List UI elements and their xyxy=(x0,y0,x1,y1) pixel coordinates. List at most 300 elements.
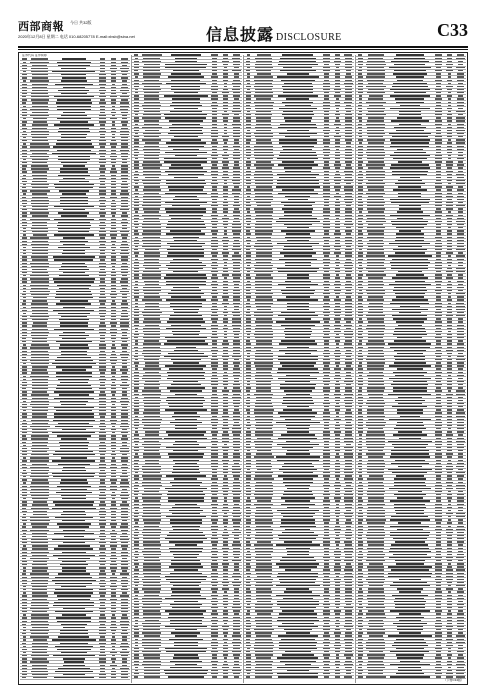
table-cell xyxy=(163,406,209,408)
text-placeholder xyxy=(212,428,217,429)
text-placeholder xyxy=(54,548,93,549)
text-placeholder xyxy=(32,197,48,198)
table-cell xyxy=(51,171,97,173)
text-placeholder xyxy=(211,240,217,241)
text-placeholder xyxy=(175,463,196,464)
table-cell xyxy=(119,498,130,500)
text-placeholder xyxy=(170,482,202,483)
text-placeholder xyxy=(64,536,85,537)
table-cell xyxy=(51,598,97,600)
text-placeholder xyxy=(54,398,93,399)
text-placeholder xyxy=(122,394,128,395)
table-cell xyxy=(51,215,97,217)
text-placeholder xyxy=(121,87,128,88)
text-placeholder xyxy=(32,124,48,125)
text-placeholder xyxy=(100,545,105,546)
text-placeholder xyxy=(134,86,138,87)
table-cell xyxy=(220,412,231,414)
table-cell xyxy=(209,340,220,342)
text-placeholder xyxy=(145,177,159,178)
table-cell xyxy=(119,187,130,189)
text-placeholder xyxy=(121,206,128,207)
text-placeholder xyxy=(30,530,49,531)
text-placeholder xyxy=(135,595,139,596)
table-cell xyxy=(141,368,163,370)
text-placeholder xyxy=(134,108,139,109)
text-placeholder xyxy=(121,545,129,546)
text-placeholder xyxy=(135,328,139,329)
table-cell xyxy=(51,300,97,302)
text-placeholder xyxy=(166,265,206,266)
text-placeholder xyxy=(32,432,48,433)
text-placeholder xyxy=(234,139,239,140)
table-cell xyxy=(163,142,209,144)
table-cell xyxy=(20,360,29,362)
text-placeholder xyxy=(52,639,95,640)
table-cell xyxy=(97,642,108,644)
table-cell xyxy=(209,481,220,483)
table-cell xyxy=(29,451,51,453)
text-placeholder xyxy=(32,536,47,537)
table-cell xyxy=(209,224,220,226)
table-cell xyxy=(108,287,119,289)
text-placeholder xyxy=(52,580,95,581)
table-cell xyxy=(132,569,141,571)
text-placeholder xyxy=(232,255,241,256)
text-placeholder xyxy=(23,401,27,402)
table-cell xyxy=(97,570,108,572)
text-placeholder xyxy=(223,205,228,206)
table-cell xyxy=(29,152,51,154)
text-placeholder xyxy=(233,155,239,156)
table-cell xyxy=(108,89,119,91)
text-placeholder xyxy=(32,592,47,593)
table-cell xyxy=(97,162,108,164)
table-cell xyxy=(97,177,108,179)
text-placeholder xyxy=(233,541,239,542)
text-placeholder xyxy=(32,611,47,612)
table-cell xyxy=(108,290,119,292)
text-placeholder xyxy=(63,658,86,659)
text-placeholder xyxy=(144,397,160,398)
table-cell xyxy=(97,312,108,314)
text-placeholder xyxy=(32,580,48,581)
table-cell xyxy=(51,645,97,647)
text-placeholder xyxy=(122,310,127,311)
text-placeholder xyxy=(212,356,217,357)
table-cell xyxy=(51,582,97,584)
table-cell xyxy=(119,403,130,405)
text-placeholder xyxy=(112,121,116,122)
text-placeholder xyxy=(54,281,95,282)
table-cell xyxy=(119,184,130,186)
table-cell xyxy=(51,102,97,104)
text-placeholder xyxy=(169,532,204,533)
text-placeholder xyxy=(223,117,228,118)
table-cell xyxy=(220,613,231,615)
table-cell xyxy=(141,139,163,141)
text-placeholder xyxy=(143,161,160,162)
text-placeholder xyxy=(166,431,205,432)
text-placeholder xyxy=(111,146,116,147)
table-cell xyxy=(231,500,242,502)
text-placeholder xyxy=(135,124,139,125)
text-placeholder xyxy=(111,62,115,63)
text-placeholder xyxy=(134,230,138,231)
table-cell xyxy=(20,457,29,459)
table-cell xyxy=(209,403,220,405)
table-cell xyxy=(97,633,108,635)
table-cell xyxy=(29,394,51,396)
table-cell xyxy=(163,107,209,109)
text-placeholder xyxy=(211,551,217,552)
text-placeholder xyxy=(166,211,206,212)
table-cell xyxy=(209,101,220,103)
table-cell xyxy=(97,234,108,236)
text-placeholder xyxy=(111,555,116,556)
text-placeholder xyxy=(234,284,240,285)
text-placeholder xyxy=(22,84,27,85)
table-cell xyxy=(20,363,29,365)
text-placeholder xyxy=(234,557,240,558)
text-placeholder xyxy=(166,142,206,143)
text-placeholder xyxy=(23,131,27,132)
text-placeholder xyxy=(173,450,198,451)
table-cell xyxy=(29,582,51,584)
text-placeholder xyxy=(22,329,26,330)
table-cell xyxy=(119,237,130,239)
table-cell xyxy=(20,466,29,468)
text-placeholder xyxy=(100,338,105,339)
table-cell xyxy=(29,143,51,145)
text-placeholder xyxy=(224,133,228,134)
text-placeholder xyxy=(100,184,105,185)
text-placeholder xyxy=(143,535,160,536)
text-placeholder xyxy=(211,620,217,621)
text-placeholder xyxy=(223,613,227,614)
table-cell xyxy=(141,73,163,75)
text-placeholder xyxy=(122,577,128,578)
text-placeholder xyxy=(212,80,218,81)
text-placeholder xyxy=(23,646,27,647)
table-cell xyxy=(51,86,97,88)
text-placeholder xyxy=(32,206,49,207)
table-cell xyxy=(132,343,141,345)
text-placeholder xyxy=(23,206,27,207)
table-cell xyxy=(141,318,163,320)
text-placeholder xyxy=(54,259,93,260)
table-cell xyxy=(163,249,209,251)
text-placeholder xyxy=(233,80,239,81)
table-cell xyxy=(209,217,220,219)
table-cell xyxy=(108,476,119,478)
table-cell xyxy=(51,670,97,672)
text-placeholder xyxy=(134,290,139,291)
text-placeholder xyxy=(134,152,139,153)
table-cell xyxy=(97,545,108,547)
text-placeholder xyxy=(232,428,241,429)
text-placeholder xyxy=(135,281,139,282)
table-cell xyxy=(231,198,242,200)
text-placeholder xyxy=(30,426,50,427)
text-placeholder xyxy=(63,467,86,468)
text-placeholder xyxy=(234,359,239,360)
table-cell xyxy=(132,616,141,618)
table-cell xyxy=(163,129,209,131)
table-cell xyxy=(209,535,220,537)
text-placeholder xyxy=(144,557,159,558)
table-cell xyxy=(97,67,108,69)
text-placeholder xyxy=(166,299,207,300)
text-placeholder xyxy=(100,341,105,342)
text-placeholder xyxy=(99,150,107,151)
text-placeholder xyxy=(167,321,205,322)
text-placeholder xyxy=(111,184,116,185)
table-cell xyxy=(29,180,51,182)
table-cell xyxy=(29,425,51,427)
text-placeholder xyxy=(121,285,128,286)
table-cell xyxy=(119,485,130,487)
text-placeholder xyxy=(110,508,116,509)
text-placeholder xyxy=(142,105,161,106)
table-cell xyxy=(51,626,97,628)
table-cell xyxy=(132,249,141,251)
text-placeholder xyxy=(143,73,161,74)
text-placeholder xyxy=(233,573,240,574)
text-placeholder xyxy=(31,228,48,229)
table-cell xyxy=(231,280,242,282)
table-cell xyxy=(29,429,51,431)
text-placeholder xyxy=(99,357,106,358)
table-cell xyxy=(231,503,242,505)
text-placeholder xyxy=(173,469,199,470)
table-cell xyxy=(51,159,97,161)
table-cell xyxy=(163,456,209,458)
table-cell xyxy=(231,531,242,533)
text-placeholder xyxy=(23,250,27,251)
text-placeholder xyxy=(233,601,240,602)
table-cell xyxy=(141,120,163,122)
text-placeholder xyxy=(22,272,27,273)
table-cell xyxy=(209,557,220,559)
table-cell xyxy=(108,674,119,676)
table-cell xyxy=(20,614,29,616)
text-placeholder xyxy=(224,500,228,501)
table-cell xyxy=(20,130,29,132)
table-cell xyxy=(119,381,130,383)
table-cell xyxy=(231,462,242,464)
table-cell xyxy=(141,155,163,157)
text-placeholder xyxy=(170,262,201,263)
table-cell xyxy=(51,485,97,487)
text-placeholder xyxy=(31,165,48,166)
table-cell xyxy=(163,293,209,295)
text-placeholder xyxy=(142,224,161,225)
text-placeholder xyxy=(122,241,128,242)
text-placeholder xyxy=(32,498,48,499)
text-placeholder xyxy=(33,514,47,515)
text-placeholder xyxy=(55,297,93,298)
table-cell xyxy=(97,501,108,503)
text-placeholder xyxy=(111,504,116,505)
table-cell xyxy=(119,611,130,613)
table-cell xyxy=(231,330,242,332)
text-placeholder xyxy=(60,197,88,198)
text-placeholder xyxy=(143,513,161,514)
table-cell xyxy=(209,566,220,568)
table-cell xyxy=(51,579,97,581)
text-placeholder xyxy=(22,209,27,210)
text-placeholder xyxy=(110,322,116,323)
table-cell xyxy=(220,242,231,244)
table-cell xyxy=(220,321,231,323)
table-cell xyxy=(108,564,119,566)
table-cell xyxy=(119,667,130,669)
table-cell xyxy=(20,626,29,628)
table-cell xyxy=(231,349,242,351)
text-placeholder xyxy=(31,200,49,201)
table-cell xyxy=(29,626,51,628)
text-placeholder xyxy=(233,623,240,624)
table-cell xyxy=(209,607,220,609)
text-placeholder xyxy=(233,453,239,454)
text-placeholder xyxy=(212,249,217,250)
table-cell xyxy=(132,560,141,562)
table-cell xyxy=(220,481,231,483)
table-cell xyxy=(119,573,130,575)
table-cell xyxy=(108,576,119,578)
text-placeholder xyxy=(100,156,106,157)
table-cell xyxy=(132,173,141,175)
table-cell xyxy=(108,416,119,418)
text-placeholder xyxy=(212,290,218,291)
text-placeholder xyxy=(111,401,116,402)
table-cell xyxy=(20,143,29,145)
text-placeholder xyxy=(142,215,161,216)
table-cell xyxy=(141,619,163,621)
table-cell xyxy=(209,509,220,511)
table-cell xyxy=(231,487,242,489)
text-placeholder xyxy=(134,142,139,143)
text-placeholder xyxy=(63,674,85,675)
table-cell xyxy=(141,491,163,493)
table-cell xyxy=(163,368,209,370)
table-cell xyxy=(141,280,163,282)
table-cell xyxy=(97,523,108,525)
table-cell xyxy=(20,180,29,182)
text-placeholder xyxy=(56,617,91,618)
table-cell xyxy=(51,96,97,98)
table-cell xyxy=(108,485,119,487)
text-placeholder xyxy=(60,564,87,565)
text-placeholder xyxy=(31,542,48,543)
text-placeholder xyxy=(121,655,128,656)
text-placeholder xyxy=(222,61,229,62)
text-placeholder xyxy=(134,394,138,395)
text-placeholder xyxy=(121,398,129,399)
table-cell xyxy=(108,246,119,248)
table-cell xyxy=(108,149,119,151)
text-placeholder xyxy=(224,591,228,592)
text-placeholder xyxy=(143,563,161,564)
table-cell xyxy=(163,610,209,612)
text-placeholder xyxy=(121,438,128,439)
text-placeholder xyxy=(175,61,198,62)
table-cell xyxy=(119,334,130,336)
text-placeholder xyxy=(32,225,47,226)
table-cell xyxy=(141,242,163,244)
text-placeholder xyxy=(232,325,240,326)
text-placeholder xyxy=(31,134,49,135)
text-placeholder xyxy=(32,366,48,367)
text-placeholder xyxy=(111,275,117,276)
text-placeholder xyxy=(99,219,105,220)
table-cell xyxy=(108,363,119,365)
table-cell xyxy=(20,162,29,164)
table-cell xyxy=(108,501,119,503)
table-cell xyxy=(163,170,209,172)
text-placeholder xyxy=(56,294,92,295)
table-cell xyxy=(209,54,220,56)
text-placeholder xyxy=(100,62,106,63)
table-cell xyxy=(97,149,108,151)
table-cell xyxy=(231,481,242,483)
table-cell xyxy=(29,438,51,440)
text-placeholder xyxy=(100,552,106,553)
table-cell xyxy=(231,205,242,207)
text-placeholder xyxy=(223,102,228,103)
table-cell xyxy=(141,101,163,103)
text-placeholder xyxy=(122,300,127,301)
text-placeholder xyxy=(135,259,139,260)
table-cell xyxy=(108,115,119,117)
table-cell xyxy=(132,192,141,194)
text-placeholder xyxy=(100,65,105,66)
text-placeholder xyxy=(111,209,116,210)
table-cell xyxy=(20,554,29,556)
text-placeholder xyxy=(122,639,128,640)
table-cell xyxy=(29,469,51,471)
text-placeholder xyxy=(30,492,49,493)
table-cell xyxy=(132,167,141,169)
text-placeholder xyxy=(111,539,116,540)
table-cell xyxy=(132,280,141,282)
table-cell xyxy=(231,506,242,508)
table-cell xyxy=(231,155,242,157)
table-cell xyxy=(29,174,51,176)
text-placeholder xyxy=(224,262,228,263)
text-placeholder xyxy=(211,466,217,467)
text-placeholder xyxy=(143,529,161,530)
text-placeholder xyxy=(211,378,218,379)
text-placeholder xyxy=(100,203,106,204)
table-cell xyxy=(20,633,29,635)
text-placeholder xyxy=(30,558,49,559)
text-placeholder xyxy=(134,475,139,476)
text-placeholder xyxy=(170,303,201,304)
table-cell xyxy=(20,476,29,478)
text-placeholder xyxy=(223,249,228,250)
table-cell xyxy=(141,89,163,91)
text-placeholder xyxy=(100,605,105,606)
table-cell xyxy=(97,658,108,660)
text-placeholder xyxy=(111,128,116,129)
text-placeholder xyxy=(111,624,117,625)
table-cell xyxy=(108,633,119,635)
table-cell xyxy=(108,341,119,343)
table-cell xyxy=(163,569,209,571)
table-cell xyxy=(209,334,220,336)
